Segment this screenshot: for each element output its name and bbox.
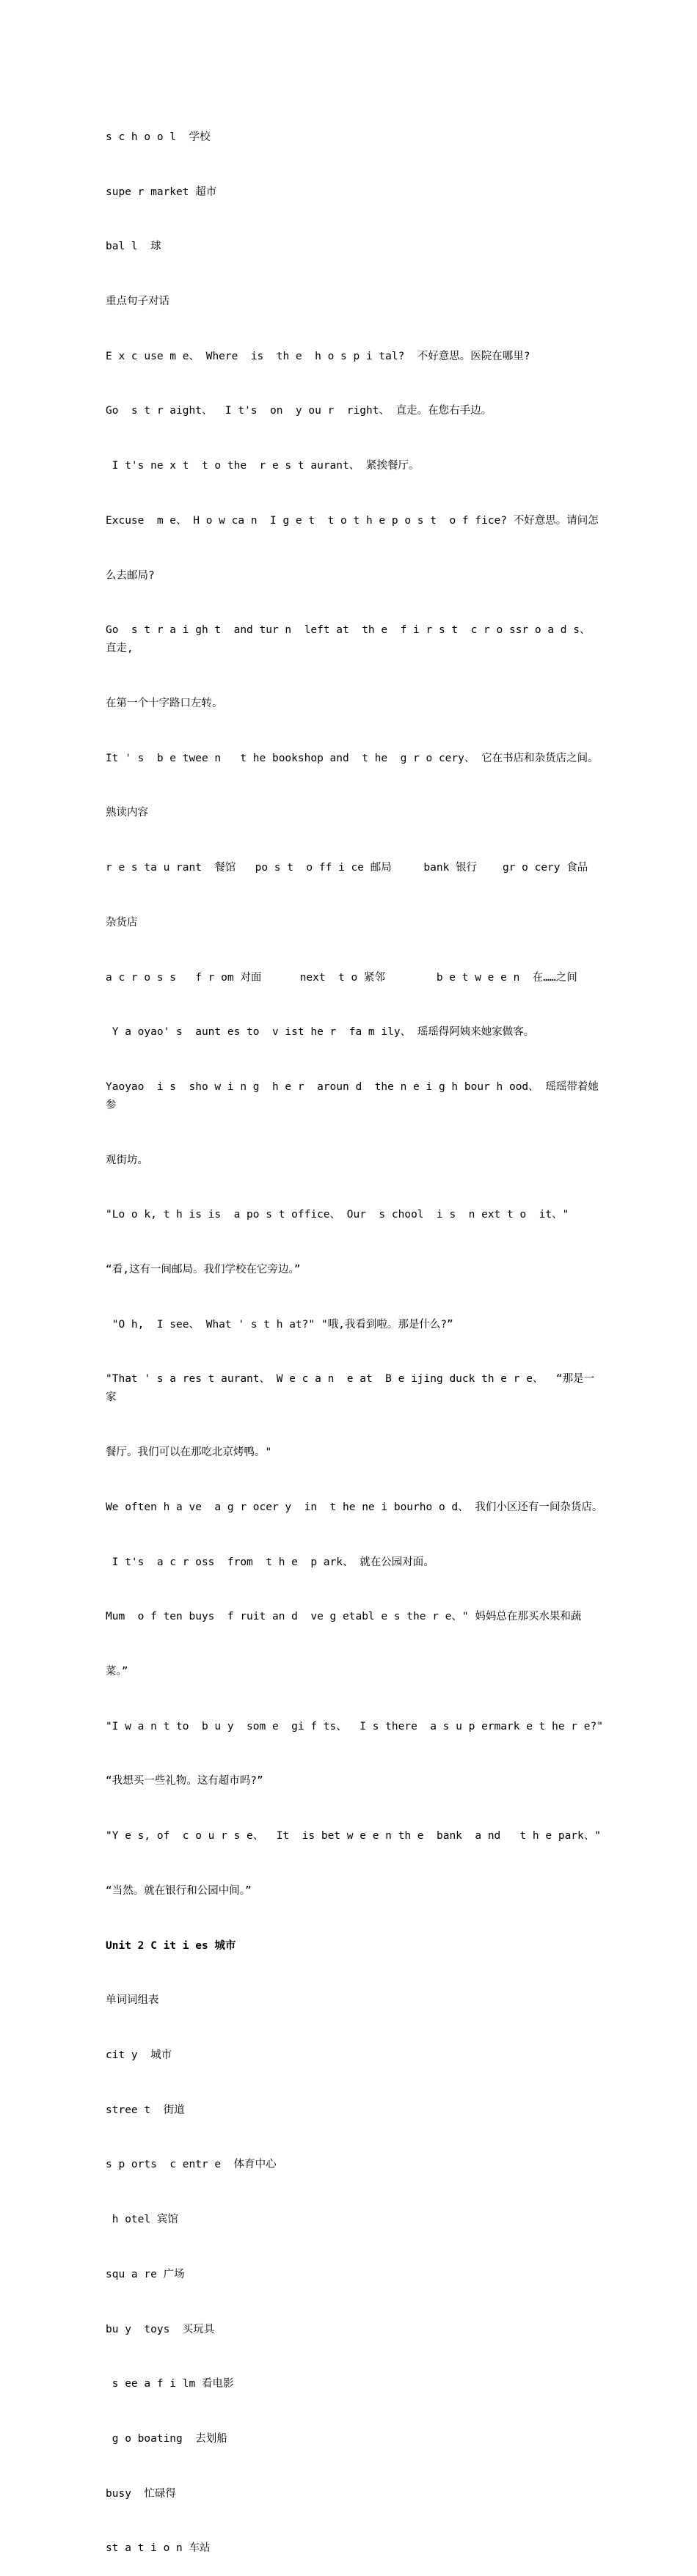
reading-line: Y a oyao' s aunt es to v ist he r fa m ily、 瑶瑶得阿姨来她家做客。	[106, 1026, 535, 1039]
vocab-line: st a t i o n 车站	[106, 2542, 211, 2555]
vocab-line: s c h o o l 学校	[106, 131, 211, 143]
reading-line: "Lo o k, t h is is a po s t office、 Our s chool i s n ext t o it、"	[106, 1209, 569, 1221]
vocab-line: bal l 球	[106, 241, 161, 253]
vocab-line: squ a re 广场	[106, 2268, 185, 2280]
vocab-line: h otel 宾馆	[106, 2214, 178, 2226]
reading-line: "Y e s, of c o u r s e、 It is bet w e e n th e bank a nd t h e park、"	[106, 1830, 602, 1843]
reading-line: “当然。就在银行和公园中间。”	[106, 1884, 252, 1897]
reading-line: 观街坊。	[106, 1154, 148, 1166]
section-title: 熟读内容	[106, 807, 148, 819]
reading-line: "That ' s a res t aurant、 W e c a n e at B e ijing duck th e r e、 “那是一家	[106, 1373, 595, 1404]
dialogue-line: 么去邮局?	[106, 569, 155, 582]
reading-line: I t's a c r oss from t h e p ark、 就在公园对面。	[106, 1556, 434, 1568]
dialogue-line: Excuse m e、 H o w ca n I g e t t o t h e p o s t o f fice? 不好意思。请问怎	[106, 514, 599, 527]
unit-heading: Unit 2 C it i es 城市	[106, 1939, 236, 1952]
vocab-line: s p orts c entr e 体育中心	[106, 2159, 277, 2171]
reading-line: "O h, I see、 What ' s t h at?" "哦,我看到啦。那是什么?”	[106, 1318, 453, 1331]
reading-line: "I w a n t to b u y som e gi f ts、 I s there a s u p ermark e t he r e?"	[106, 1720, 603, 1732]
section-title: 重点句子对话	[106, 295, 169, 307]
dialogue-line: 在第一个十字路口左转。	[106, 697, 223, 709]
reading-line: 餐厅。我们可以在那吃北京烤鸭。"	[106, 1446, 272, 1459]
vocab-line: s ee a f i lm 看电影	[106, 2378, 234, 2390]
reading-line: 菜。”	[106, 1665, 128, 1677]
vocab-line: cit y 城市	[106, 2049, 172, 2061]
vocab-line: r e s ta u rant 餐馆 po s t o ff i ce 邮局 bank 银行 gr o cery 食品	[106, 862, 588, 874]
vocab-line: bu y toys 买玩具	[106, 2323, 215, 2335]
dialogue-line: Go s t r a i gh t and tur n left at th e f i r s t c r o ssr o a d s、 直走,	[106, 624, 603, 655]
vocab-line: supe r market 超市	[106, 186, 217, 198]
vocab-line: g o boating 去划船	[106, 2433, 227, 2445]
reading-line: “我想买一些礼物。这有超市吗?”	[106, 1775, 263, 1788]
dialogue-line: Go s t r aight、 I t's on y ou r right、 直走。在您右手边。	[106, 405, 492, 417]
vocab-line: busy 忙碌得	[106, 2487, 176, 2500]
reading-line: Yaoyao i s sho w i n g h e r aroun d the n e i g h bour h ood、 瑶瑶带着她参	[106, 1080, 599, 1111]
reading-line: Mum o f ten buys f ruit an d ve g etabl e s the r e、" 妈妈总在那买水果和蔬	[106, 1611, 582, 1623]
section-title: 单词词组表	[106, 1994, 159, 2007]
vocab-line: stree t 街道	[106, 2104, 185, 2116]
document-page	[106, 92, 605, 2576]
vocab-line: 杂货店	[106, 916, 138, 929]
dialogue-line: I t's ne x t t o the r e s t aurant、 紧挨餐厅。	[106, 460, 420, 472]
reading-line: “看,这有一间邮局。我们学校在它旁边。”	[106, 1264, 301, 1276]
vocab-line: a c r o s s f r om 对面 next t o 紧邻 b e t w e e n 在……之间	[106, 971, 577, 984]
dialogue-line: It ' s b e twee n t he bookshop and t he g r o cery、 它在书店和杂货店之间。	[106, 752, 599, 764]
reading-line: We often h a ve a g r ocer y in t he ne i bourho o d、 我们小区还有一间杂货店。	[106, 1501, 603, 1513]
dialogue-line: E x c use m e、 Where is th e h o s p i tal? 不好意思。医院在哪里?	[106, 350, 530, 362]
